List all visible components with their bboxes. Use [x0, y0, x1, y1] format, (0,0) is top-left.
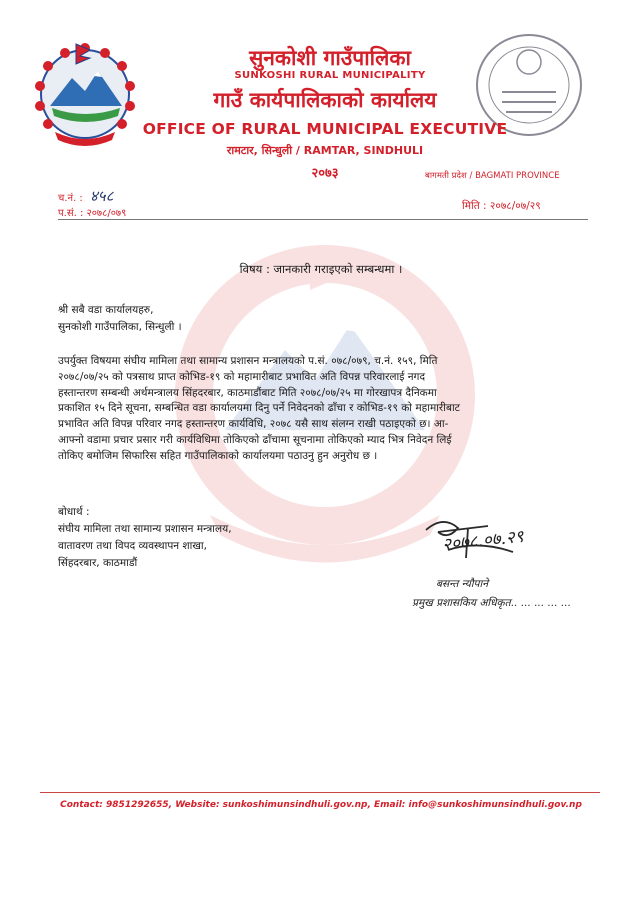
fiscal-year: प.सं. : २०७८/०७९ [58, 208, 127, 219]
signatory-name: बसन्त न्यौपाने [436, 578, 489, 590]
recipient-line-1: श्री सबै वडा कार्यालयहरु, [58, 304, 154, 316]
cc-heading: बोधार्थ : [58, 506, 90, 518]
title-dots: .. ... ... ... ... [510, 597, 571, 609]
municipality-name-nepali: सुनकोशी गाउँपालिका [249, 46, 411, 70]
municipality-name-english: SUNKOSHI RURAL MUNICIPALITY [234, 70, 426, 81]
cc-line-1: संघीय मामिला तथा सामान्य प्रशासन मन्त्रालय, [58, 523, 232, 535]
municipality-logo [30, 36, 140, 148]
office-address: रामटार, सिन्धुली / RAMTAR, SINDHULI [226, 144, 424, 157]
body-line: उपर्युक्त विषयमा संघीय मामिला तथा सामान्य प्रशासन मन्त्रालयको प.सं. ०७८/०७९, च.नं. १५९, मिति [58, 355, 438, 367]
body-line: प्रभावित अति विपन्न परिवार नगद हस्तान्तरण कार्यविधि, २०७८ यसै साथ संलग्न राखी पठाइएको छ। आ- [58, 418, 449, 431]
footer-contact: Contact: 9851292655, Website: sunkoshimunsindhuli.gov.np, Email: info@sunkoshimunsindhuli.gov.np [60, 800, 582, 810]
letter-subject: विषय : जानकारी गराइएको सम्बन्धमा । [239, 262, 403, 276]
letter-date: मिति : २०७८/०७/२९ [462, 200, 541, 212]
office-name-english: OFFICE OF RURAL MUNICIPAL EXECUTIVE [142, 120, 508, 138]
signature-date: २०७८.०७.२९ [441, 526, 525, 556]
footer-divider [40, 792, 600, 793]
body-line: हस्तान्तरण सम्बन्धी अर्थमन्त्रालय सिंहदरबार, काठमाडौंबाट मिति २०७८/०७/२५ मा गोरखापत्र दैनिकमा [58, 386, 437, 399]
body-line: प्रकाशित १५ दिने सूचना, सम्बन्धित वडा कार्यालयमा दिनु पर्ने निवेदनको ढाँचा र कोभिड-१९ को महामारीबाट [58, 402, 460, 415]
signatory-title [412, 596, 571, 610]
signatory-title-text: प्रमुख प्रशासकिय अधिकृत [412, 597, 511, 609]
recipient-line-2: सुनकोशी गाउँपालिका, सिन्धुली । [58, 321, 182, 333]
letter-body [58, 354, 588, 465]
reference-label: च.नं. : [58, 193, 83, 204]
established-year: २०७३ [311, 166, 339, 181]
header-divider [58, 219, 588, 220]
body-line: तोकिए बमोजिम सिफारिस सहित गाउँपालिकाको कार्यालयमा पठाउनु हुन अनुरोध छ । [58, 449, 378, 462]
province-label: बागमती प्रदेश / BAGMATI PROVINCE [425, 171, 560, 181]
office-name-nepali: गाउँ कार्यपालिकाको कार्यालय [213, 88, 437, 112]
body-line: २०७८/०७/२५ को पत्रसाथ प्राप्त कोभिड-१९ को महामारीबाट प्रभावित अति विपन्न परिवारलाई नगद [58, 370, 426, 383]
cc-line-2: वातावरण तथा विपद व्यवस्थापन शाखा, [58, 540, 207, 552]
cc-line-3: सिंहदरबार, काठमाडौं [58, 557, 138, 569]
body-line: आफ्नो वडामा प्रचार प्रसार गरी कार्यविधिमा तोकिएको ढाँचामा सूचनामा तोकिएको म्याद भित्र निवेदन लिई [58, 433, 452, 446]
reference-number [58, 186, 113, 206]
reference-value: ४५८ [90, 187, 114, 205]
